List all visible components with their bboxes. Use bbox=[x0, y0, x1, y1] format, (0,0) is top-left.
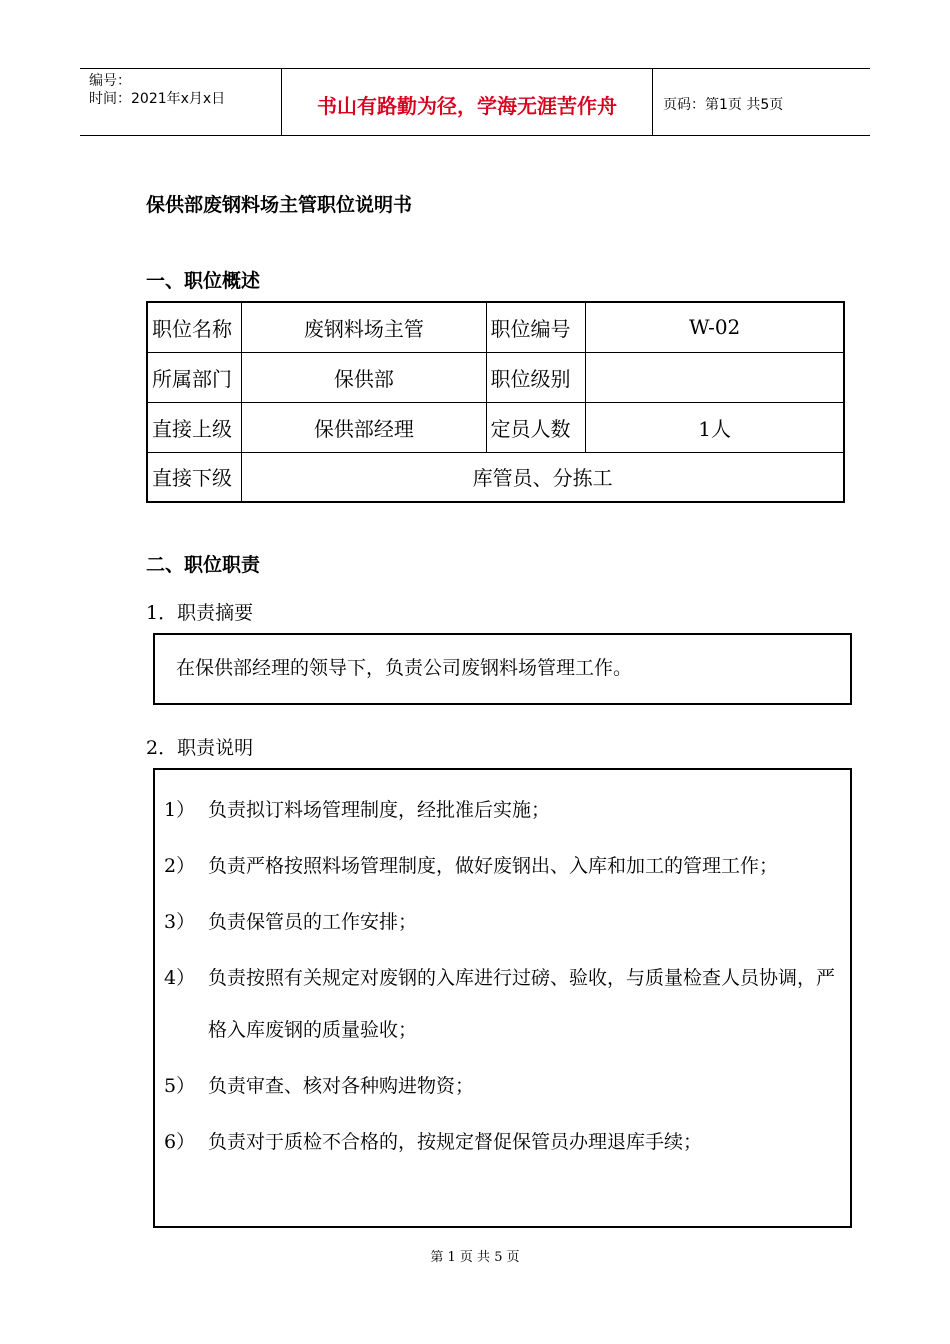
item-text: 负责保管员的工作安排； bbox=[208, 911, 418, 933]
table-row bbox=[147, 352, 844, 402]
item-number: 2） bbox=[164, 855, 196, 877]
label-cell: 直接上级 bbox=[147, 402, 242, 452]
list-item bbox=[164, 896, 842, 948]
header-motto: 书山有路勤为径，学海无涯苦作舟 bbox=[281, 69, 653, 135]
summary-text: 在保供部经理的领导下，负责公司废钢料场管理工作。 bbox=[176, 657, 633, 679]
page-header bbox=[80, 68, 870, 136]
list-item bbox=[164, 784, 842, 836]
item-number: 3） bbox=[164, 911, 196, 933]
item-text: 负责对于质检不合格的，按规定督促保管员办理退库手续； bbox=[208, 1131, 703, 1153]
value-cell: 库管员、分拣工 bbox=[242, 452, 844, 502]
item-text: 负责审查、核对各种购进物资； bbox=[208, 1075, 475, 1097]
value-cell: 废钢料场主管 bbox=[242, 302, 486, 352]
label-cell: 职位级别 bbox=[486, 352, 586, 402]
item-number: 4） bbox=[164, 967, 196, 989]
table-row bbox=[147, 452, 844, 502]
value-cell: 保供部经理 bbox=[242, 402, 486, 452]
value-cell: 1人 bbox=[586, 402, 844, 452]
label-cell: 职位编号 bbox=[486, 302, 586, 352]
value-cell: W-02 bbox=[586, 302, 844, 352]
table-row bbox=[147, 302, 844, 352]
table-row bbox=[147, 402, 844, 452]
position-overview-table bbox=[146, 301, 845, 503]
section-1-heading: 一、职位概述 bbox=[146, 270, 261, 292]
page-footer: 第 1 页 共 5 页 bbox=[430, 1250, 520, 1265]
list-item bbox=[164, 1116, 842, 1168]
header-page-info: 页码：第1页 共5页 bbox=[663, 96, 784, 113]
item-text: 负责严格按照料场管理制度，做好废钢出、入库和加工的管理工作； bbox=[208, 855, 779, 877]
header-meta bbox=[80, 69, 281, 135]
label-cell: 定员人数 bbox=[486, 402, 586, 452]
summary-box bbox=[153, 633, 852, 705]
label-cell: 直接下级 bbox=[147, 452, 242, 502]
detail-heading: 2．职责说明 bbox=[146, 737, 254, 759]
item-number: 1） bbox=[164, 799, 196, 821]
number-label: 编号： bbox=[89, 73, 131, 89]
summary-heading: 1．职责摘要 bbox=[146, 602, 254, 624]
list-item bbox=[164, 840, 842, 892]
time-label: 时间：2021年x月x日 bbox=[89, 91, 226, 107]
list-item bbox=[164, 952, 842, 1056]
list-item bbox=[164, 1060, 842, 1112]
item-number: 5） bbox=[164, 1075, 196, 1097]
document-title: 保供部废钢料场主管职位说明书 bbox=[146, 194, 413, 216]
section-2-heading: 二、职位职责 bbox=[146, 554, 261, 576]
duties-box bbox=[153, 768, 852, 1228]
item-text: 负责按照有关规定对废钢的入库进行过磅、验收，与质量检查人员协调，严格入库废钢的质量验收； bbox=[208, 967, 836, 1041]
label-cell: 所属部门 bbox=[147, 352, 242, 402]
item-text: 负责拟订料场管理制度，经批准后实施； bbox=[208, 799, 551, 821]
value-cell bbox=[586, 352, 844, 402]
label-cell: 职位名称 bbox=[147, 302, 242, 352]
item-number: 6） bbox=[164, 1131, 196, 1153]
value-cell: 保供部 bbox=[242, 352, 486, 402]
